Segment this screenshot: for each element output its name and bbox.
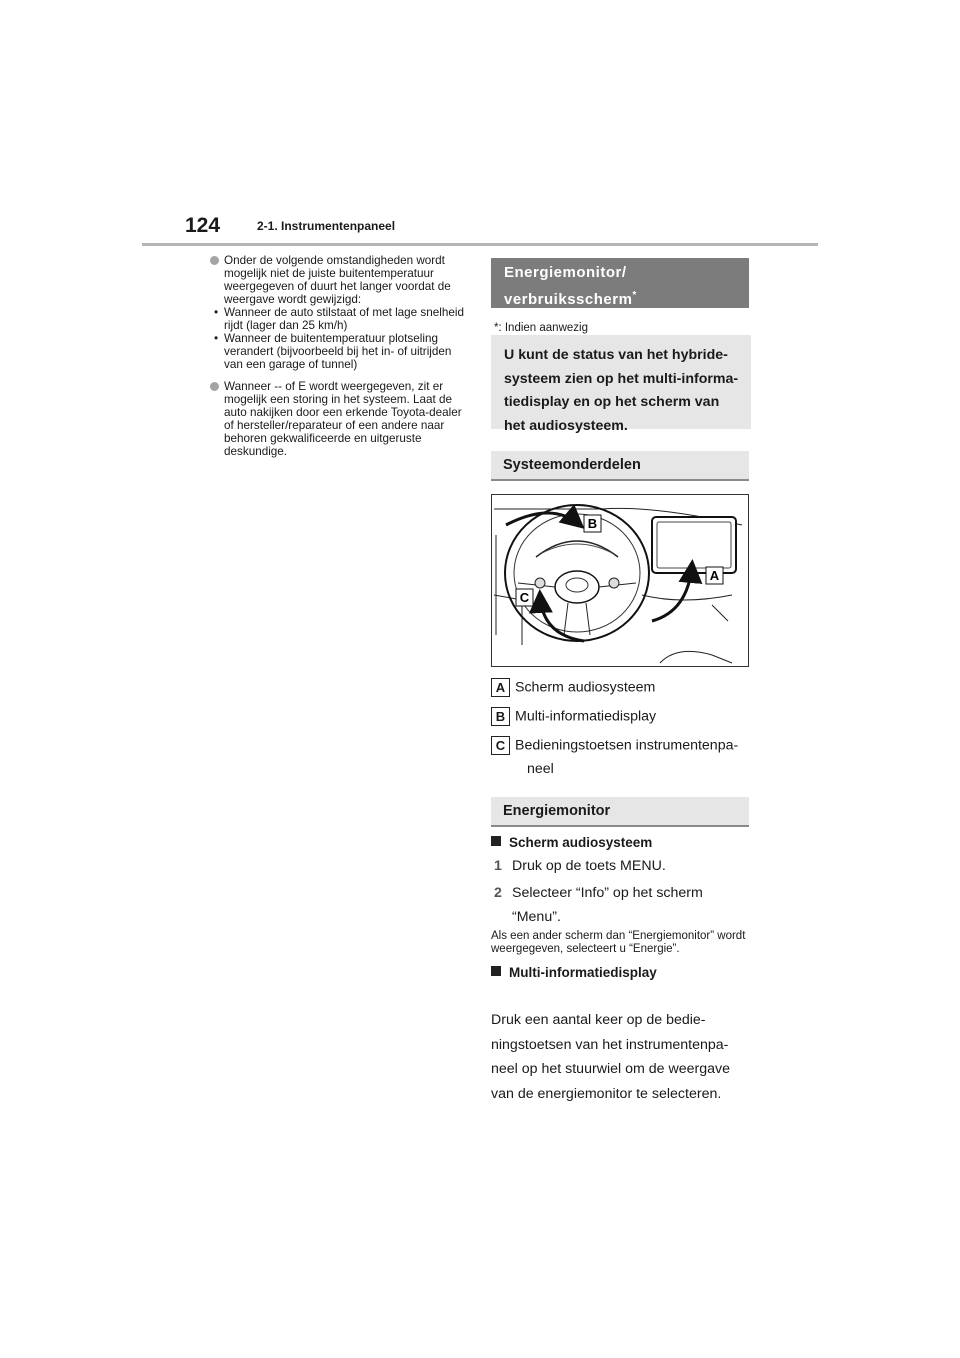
banner-line-2: verbruiksscherm (504, 291, 633, 308)
diagram-label-a: A (709, 568, 720, 583)
energy-monitor-heading: Energiemonitor (491, 797, 749, 827)
banner-line-1: Energiemonitor/ (504, 264, 627, 281)
step-2 (494, 881, 703, 929)
legend-text: Multi-informatiedisplay (515, 708, 657, 725)
audio-screen-shape (652, 517, 736, 573)
subheading-text: Scherm audiosysteem (509, 835, 653, 850)
legend-letter: A (491, 678, 510, 697)
note-text: Als een ander scherm dan “Energiemonitor” wordt weergegeven, selecteert u “Energie”. (491, 930, 746, 955)
legend-letter: B (491, 707, 510, 726)
bullet-dot-icon (210, 256, 219, 265)
bullet-dot-icon (210, 382, 219, 391)
legend-text: Bedieningstoetsen instrumentenpa- (515, 737, 739, 754)
legend-item-c (491, 733, 738, 781)
left-column (210, 254, 472, 467)
diagram-label-c: C (519, 590, 530, 605)
dashboard-illustration (492, 495, 748, 666)
intro-box: U kunt de status van het hybride-systeem zien op het multi-informa-tiedisplay en op het scherm van het audiosysteem. (491, 335, 751, 429)
subheading-text: Multi-informatiedisplay (509, 965, 657, 980)
sub-item (210, 332, 472, 371)
subheading-audio (491, 835, 652, 850)
bullet-text: Onder de volgende omstandigheden wordt mogelijk niet de juiste buitentemperatuur weergegeven of duurt het langer voordat de weergave wordt gewijzigd: (224, 254, 451, 306)
header-rule (142, 243, 818, 246)
legend-letter: C (491, 736, 510, 755)
step-text-continued: “Menu”. (512, 909, 561, 925)
step-number: 2 (494, 885, 502, 901)
step-number: 1 (494, 858, 502, 874)
components-heading: Systeemonderdelen (491, 451, 749, 481)
sub-item-text: Wanneer de auto stilstaat of met lage snelheid rijdt (lager dan 25 km/h) (224, 306, 464, 332)
square-bullet-icon (491, 966, 501, 976)
dashboard-diagram (491, 494, 749, 667)
sub-bullet-icon: • (214, 306, 219, 319)
step-text: Selecteer “Info” op het scherm (512, 885, 703, 901)
subheading-mid (491, 965, 657, 980)
bullet-text: Wanneer -- of E wordt weergegeven, zit er mogelijk een storing in het systeem. Laat de auto nakijken door een erkende Toyota-dealer of hersteller/reparateur of een andere naar behoren gekwalificeerde en uitgeruste deskundige. (224, 380, 462, 458)
legend-text-continued: neel (527, 761, 554, 778)
banner-star: * (632, 290, 637, 301)
step-1 (494, 854, 666, 878)
sub-item-text: Wanneer de buitentemperatuur plotseling verandert (bijvoorbeeld bij het in- of uitrijden van een garage of tunnel) (224, 332, 452, 371)
square-bullet-icon (491, 836, 501, 846)
step-text: Druk op de toets MENU. (512, 858, 666, 874)
bullet-item (210, 254, 472, 371)
section-title: 2-1. Instrumentenpaneel (257, 219, 396, 233)
energy-monitor-banner (491, 258, 749, 308)
legend-item-a (491, 675, 655, 699)
sub-item (210, 306, 472, 332)
steering-wheel-shape (505, 505, 649, 641)
bullet-item (210, 380, 472, 458)
footnote: *: Indien aanwezig (494, 322, 588, 334)
page-number: 124 (185, 214, 221, 237)
legend-text: Scherm audiosysteem (515, 679, 656, 696)
sub-bullet-icon: • (214, 332, 219, 345)
body-text: Druk een aantal keer op de bedie-ningstoetsen van het instrumentenpa-neel op het stuurwiel om de weergave van de energiemonitor te selecteren. (491, 1012, 730, 1102)
legend-item-b (491, 704, 656, 728)
diagram-label-b: B (587, 516, 598, 531)
